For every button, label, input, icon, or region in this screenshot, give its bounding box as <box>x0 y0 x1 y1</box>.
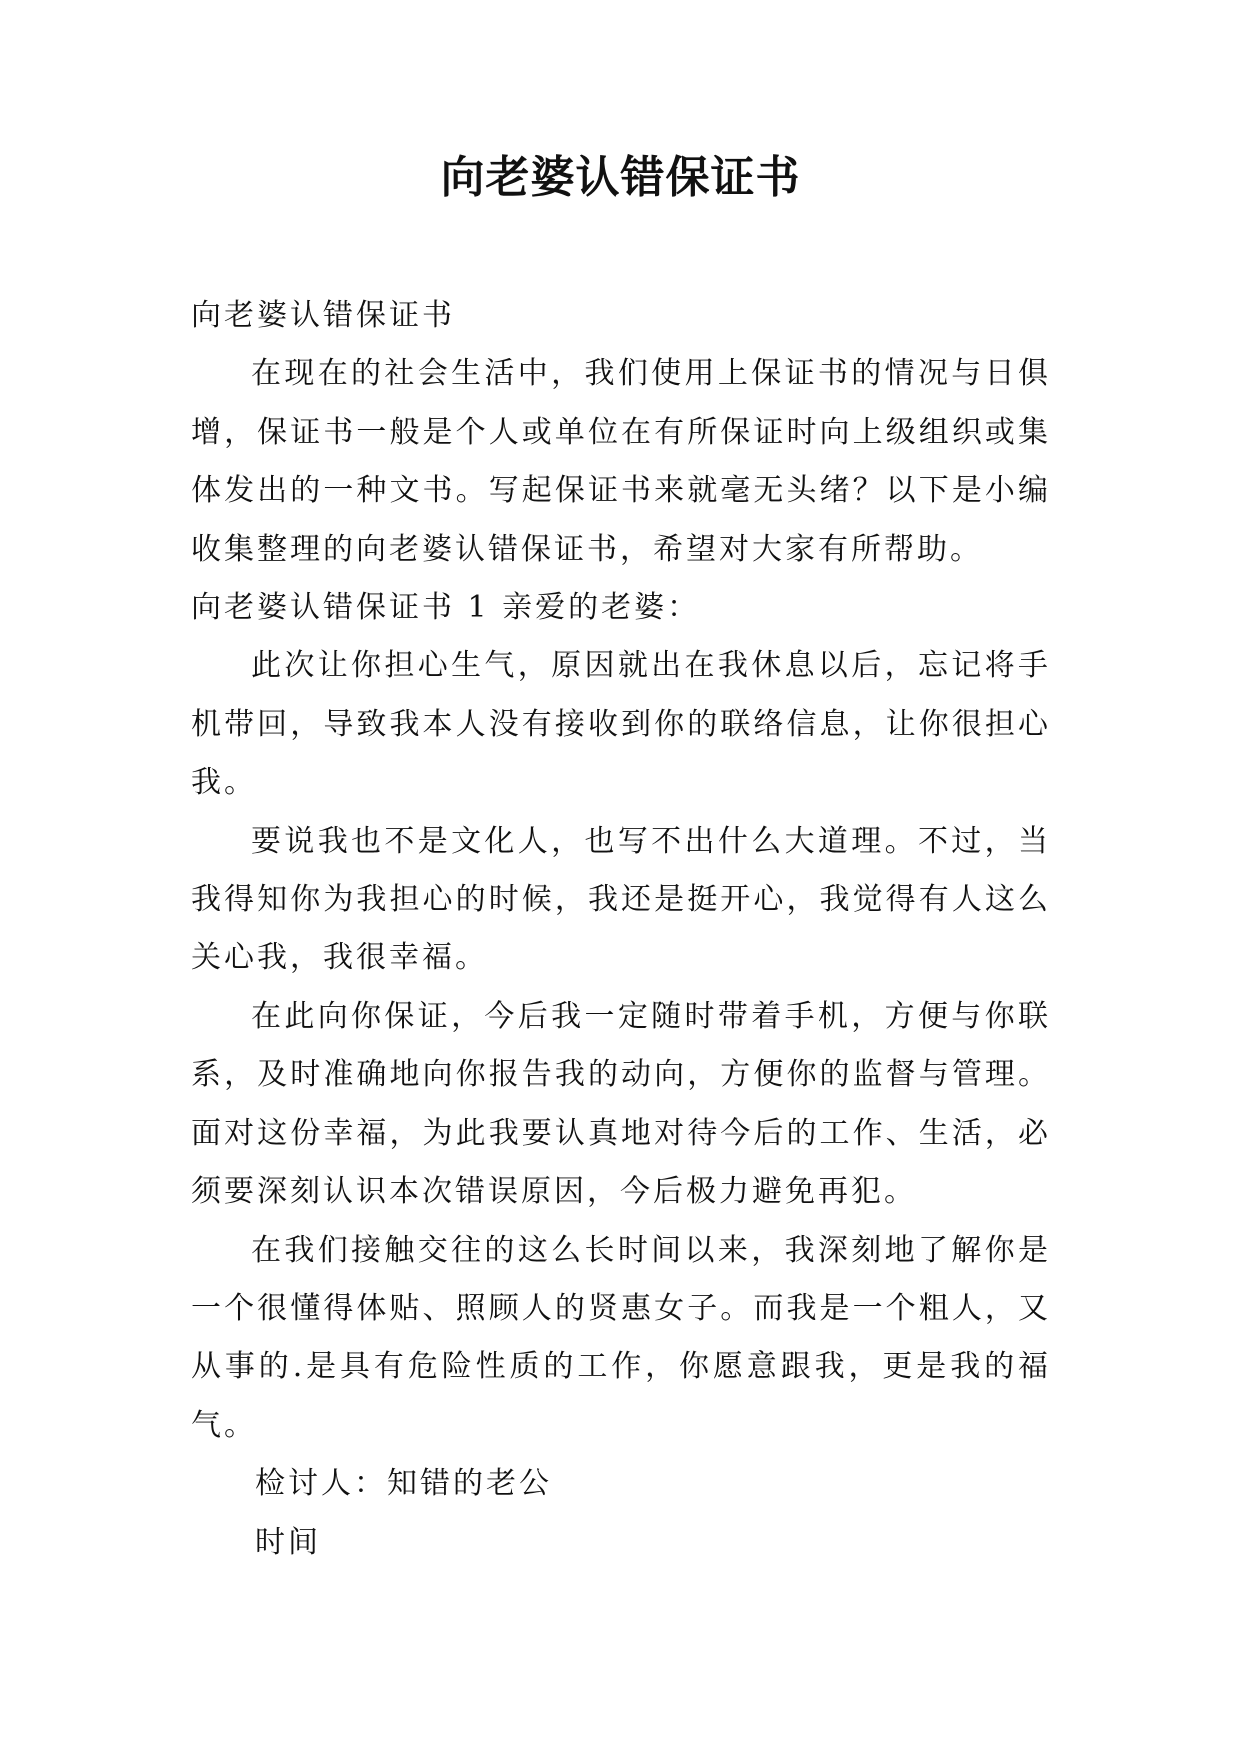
paragraph-intro: 在现在的社会生活中，我们使用上保证书的情况与日俱增，保证书一般是个人或单位在有所保证时向上级组织或集体发出的一种文书。写起保证书来就毫无头绪？以下是小编收集整理的向老婆认错保证书，希望对大家有所帮助。 <box>191 356 1051 567</box>
document-title: 向老婆认错保证书 <box>440 152 801 203</box>
paragraph-1: 此次让你担心生气，原因就出在我休息以后，忘记将手机带回，导致我本人没有接收到你的联络信息，让你很担心我。 <box>191 648 1051 801</box>
paragraph-4: 在我们接触交往的这么长时间以来，我深刻地了解你是一个很懂得体贴、照顾人的贤惠女子。而我是一个粗人，又从事的.是具有危险性质的工作，你愿意跟我，更是我的福气。 <box>191 1232 1051 1443</box>
paragraph-2: 要说我也不是文化人，也写不出什么大道理。不过，当我得知你为我担心的时候，我还是挺开心，我觉得有人这么关心我，我很幸福。 <box>191 823 1051 976</box>
date-label: 时间 <box>255 1524 321 1560</box>
document-body <box>191 287 1051 1572</box>
signature: 检讨人：知错的老公 <box>255 1466 552 1502</box>
paragraph-3: 在此向你保证，今后我一定随时带着手机，方便与你联系，及时准确地向你报告我的动向，方便你的监督与管理。面对这份幸福，为此我要认真地对待今后的工作、生活，必须要深刻认识本次错误原因，今后极力避免再犯。 <box>191 998 1051 1210</box>
letter-heading: 向老婆认错保证书 1 亲爱的老婆： <box>191 590 701 626</box>
document-subtitle: 向老婆认错保证书 <box>191 298 455 333</box>
